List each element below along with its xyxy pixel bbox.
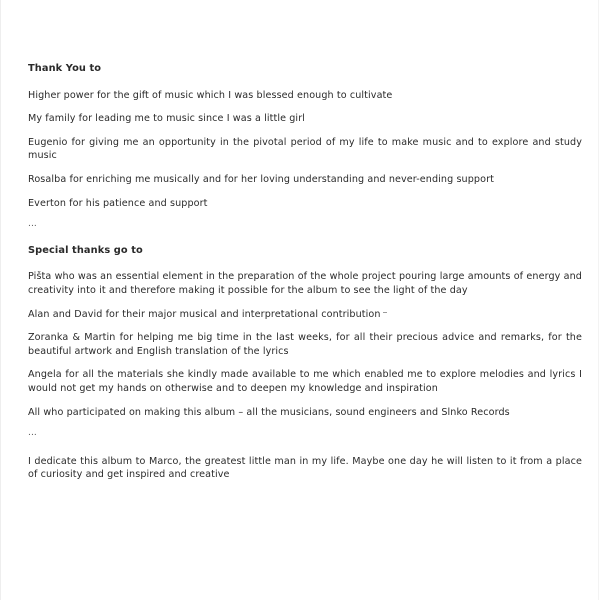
special-thanks-heading: Special thanks go to (28, 244, 143, 256)
section-separator: ... (28, 428, 37, 439)
special-thanks-item: Angela for all the materials she kindly made available to me which enabled me to explore melodies and lyrics I would not get my hands on otherwise and to deepen my knowledge and inspiration (28, 369, 582, 394)
thank-you-item: Rosalba for enriching me musically and for her loving understanding and never-ending support (28, 173, 494, 185)
print-speck (383, 312, 387, 313)
special-thanks-item: Zoranka & Martin for helping me big time in the last weeks, for all their precious advice and remarks, for the beautiful artwork and English translation of the lyrics (28, 332, 582, 357)
special-thanks-item: All who participated on making this album – all the musicians, sound engineers and Slnko Records (28, 406, 510, 418)
dedication-text: I dedicate this album to Marco, the greatest little man in my life. Maybe one day he will listen to it from a place of curiosity and get inspired and creative (28, 455, 582, 481)
thank-you-item: Everton for his patience and support (28, 197, 208, 209)
special-thanks-item: Alan and David for their major musical and interpretational contribution (28, 308, 381, 320)
special-thanks-item: Pišta who was an essential element in the preparation of the whole project pouring large amounts of energy and creativity into it and therefore making it possible for the album to see the light of the day (28, 271, 582, 296)
acknowledgements-text (28, 62, 582, 492)
thank-you-heading: Thank You to (28, 63, 102, 74)
thank-you-item: Higher power for the gift of music which I was blessed enough to cultivate (28, 89, 393, 101)
section-separator: ... (28, 219, 37, 230)
thank-you-item: My family for leading me to music since I was a little girl (28, 113, 306, 125)
thank-you-item: Eugenio for giving me an opportunity in the pivotal period of my life to make music and to explore and study music (28, 136, 582, 162)
